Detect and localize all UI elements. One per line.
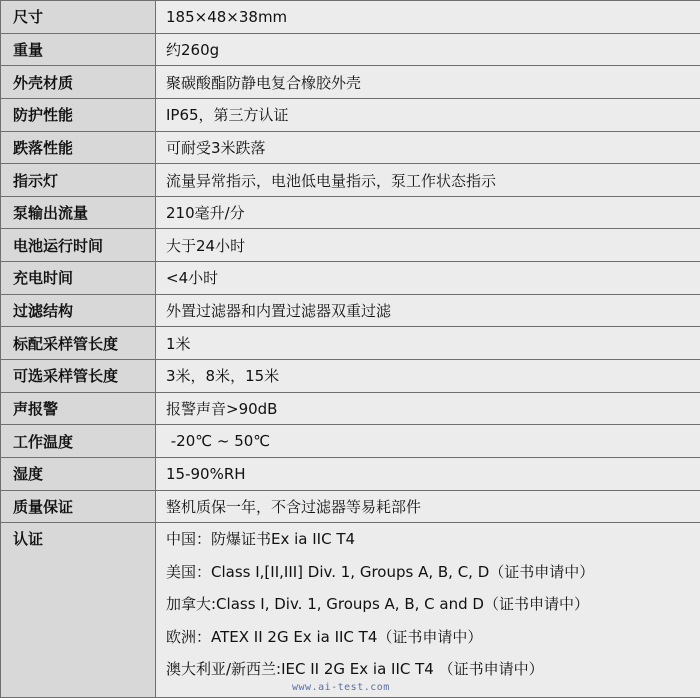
spec-value: 185×48×38mm: [156, 1, 700, 34]
spec-value: 3米，8米，15米: [156, 360, 700, 393]
spec-label: 防护性能: [1, 98, 156, 131]
spec-label: 指示灯: [1, 164, 156, 197]
spec-row-warranty: [1, 490, 700, 523]
spec-value: 可耐受3米跌落: [156, 131, 700, 164]
spec-label: 可选采样管长度: [1, 360, 156, 393]
spec-row-standard-tube: [1, 327, 700, 360]
spec-row-drop: [1, 131, 700, 164]
spec-value: 报警声音>90dB: [156, 392, 700, 425]
spec-value: IP65，第三方认证: [156, 98, 700, 131]
spec-label: 质量保证: [1, 490, 156, 523]
spec-label: 声报警: [1, 392, 156, 425]
spec-row-housing-material: [1, 66, 700, 99]
spec-row-filter: [1, 294, 700, 327]
spec-label: 跌落性能: [1, 131, 156, 164]
spec-row-battery-runtime: [1, 229, 700, 262]
certification-line-canada: 加拿大:Class I, Div. 1, Groups A, B, C and D（证书申请中）: [166, 595, 589, 614]
spec-value: 外置过滤器和内置过滤器双重过滤: [156, 294, 700, 327]
spec-value: 1米: [156, 327, 700, 360]
spec-row-charge-time: [1, 262, 700, 295]
spec-row-optional-tube: [1, 360, 700, 393]
spec-value: 聚碳酸酯防静电复合橡胶外壳: [156, 66, 700, 99]
spec-value: 大于24小时: [156, 229, 700, 262]
spec-row-operating-temp: [1, 425, 700, 458]
spec-label: 标配采样管长度: [1, 327, 156, 360]
spec-label: 重量: [1, 33, 156, 66]
spec-value: 约260g: [156, 33, 700, 66]
certification-cell: [156, 523, 700, 698]
certification-line-usa: 美国：Class I,[II,III] Div. 1, Groups A, B, C, D（证书申请中）: [166, 562, 595, 581]
certification-list: [166, 523, 700, 686]
spec-value: 流量异常指示，电池低电量指示，泵工作状态指示: [156, 164, 700, 197]
spec-row-protection: [1, 98, 700, 131]
spec-row-audio-alarm: [1, 392, 700, 425]
spec-row-weight: [1, 33, 700, 66]
spec-label: 尺寸: [1, 1, 156, 34]
spec-value: 210毫升/分: [156, 196, 700, 229]
watermark-text: www.ai-test.com: [292, 682, 390, 693]
certification-line-china: 中国：防爆证书Ex ia IIC T4: [166, 530, 356, 549]
spec-label: 湿度: [1, 457, 156, 490]
spec-value: <4小时: [156, 262, 700, 295]
spec-row-indicator: [1, 164, 700, 197]
spec-row-humidity: [1, 457, 700, 490]
certification-line-australia: 澳大利亚/新西兰:IEC II 2G Ex ia IIC T4 （证书申请中）: [166, 660, 544, 679]
spec-label: 过滤结构: [1, 294, 156, 327]
spec-row-pump-flow: [1, 196, 700, 229]
spec-label: 泵输出流量: [1, 196, 156, 229]
spec-value: 整机质保一年，不含过滤器等易耗部件: [156, 490, 700, 523]
spec-row-size: [1, 1, 700, 34]
spec-label: 电池运行时间: [1, 229, 156, 262]
spec-label: 认证: [1, 523, 156, 698]
certification-line-europe: 欧洲：ATEX II 2G Ex ia IIC T4（证书申请中）: [166, 627, 483, 646]
spec-label: 工作温度: [1, 425, 156, 458]
spec-value: -20℃ ~ 50℃: [156, 425, 700, 458]
spec-value: 15-90%RH: [156, 457, 700, 490]
spec-row-certification: [1, 523, 700, 698]
spec-label: 充电时间: [1, 262, 156, 295]
spec-label: 外壳材质: [1, 66, 156, 99]
